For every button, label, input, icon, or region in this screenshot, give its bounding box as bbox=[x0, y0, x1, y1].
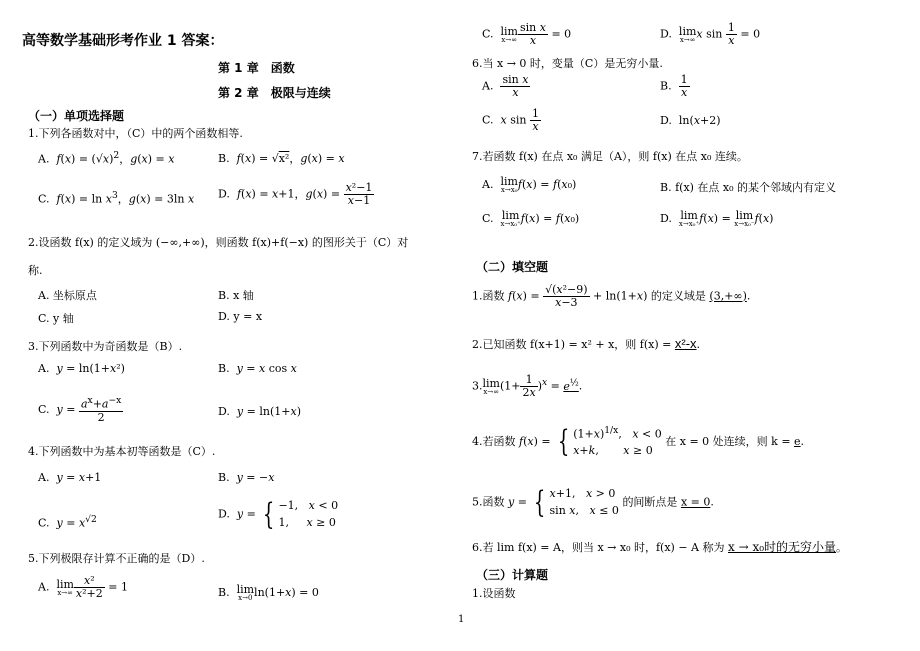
fill-6-answer: x → x₀时的无穷小量 bbox=[728, 540, 837, 554]
q7-option-b: B. f(x) 在点 x₀ 的某个邻域内有定义 bbox=[660, 181, 837, 194]
q1-option-d: D. f(x) = x+1，g(x) = $\frac{\text{x²−1}}{x-1}$ bbox=[218, 181, 373, 208]
chapter-1-heading: 第 1 章 函数 bbox=[218, 61, 295, 75]
fill-4: 4.若函数 f(x) = { $(1+x)^{1/x}$, x < 0 x+k, x ≥ 0 在 x = 0 处连续，则 k = e. bbox=[472, 423, 805, 459]
question-1: 1.下列各函数对中，（C）中的两个函数相等. bbox=[28, 127, 243, 140]
q2-option-c: C. y 轴 bbox=[38, 312, 74, 325]
question-7: 7.若函数 f(x) 在点 x₀ 满足（A），则 f(x) 在点 x₀ 连续。 bbox=[472, 150, 748, 163]
q3-option-b: B. y = x cos x bbox=[218, 362, 297, 375]
q4-option-b: B. y = −x bbox=[218, 471, 275, 484]
q3-option-a: A. y = ln(1+x²) bbox=[38, 362, 125, 375]
document-title: 高等数学基础形考作业 1 答案： bbox=[22, 33, 224, 49]
q2-option-a: A. 坐标原点 bbox=[38, 289, 97, 302]
q1-option-a: A. $f(x) = (√x)^2$，g(x) = x bbox=[38, 150, 175, 166]
question-6: 6.当 x → 0 时，变量（C）是无穷小量. bbox=[472, 57, 663, 70]
fill-1-answer: (3,+∞) bbox=[709, 289, 747, 303]
page-number: 1 bbox=[458, 614, 465, 625]
q5-option-a: A. lim x→∞ $\frac{\text{x²}}{\text{x²+2}}$ = 1 bbox=[38, 574, 128, 601]
fill-1: 1.函数 f(x) = $\frac{\text{√(x²−9)}}{x-3}$ + ln(1+x) 的定义域是 (3,+∞). bbox=[472, 283, 751, 310]
fill-3: 3. lim x→∞ (1+ $\frac{1}{2x}$ )$^x = e^{\frac{1}{2}}$. bbox=[472, 373, 583, 400]
q4-option-c: C. $y = x^{√2}$ bbox=[38, 514, 97, 530]
q7-option-a: A. lim x→x₀ f(x) = f(x₀) bbox=[482, 175, 577, 194]
q5-option-d: D. lim x→∞ x sin $\frac{1}{x}$ = 0 bbox=[660, 21, 761, 48]
fill-3-answer: $e^{\frac{1}{2}}$ bbox=[563, 376, 579, 393]
fill-5: 5.函数 y = { x+1, x > 0 sin x, x ≤ 0 的间断点是 x = 0. bbox=[472, 484, 714, 520]
fill-6: 6.若 lim f(x) = A，则当 x → x₀ 时，f(x) − A 称为 x → x₀时的无穷小量。 bbox=[472, 540, 848, 554]
fill-5-answer: x = 0 bbox=[680, 495, 711, 509]
q3-option-d: D. y = ln(1+x) bbox=[218, 405, 301, 418]
fill-4-answer: e bbox=[794, 434, 801, 448]
q5-option-c: C. lim x→∞ $\frac{\text{sin x}}{x}$ = 0 bbox=[482, 21, 572, 48]
q7-option-c: C. lim x→x₀⁺ f(x) = f(x₀) bbox=[482, 209, 580, 228]
q1-option-c: C. $f(x) = \ln x^3$，g(x) = 3ln x bbox=[38, 190, 195, 206]
chapter-2-heading: 第 2 章 极限与连续 bbox=[218, 86, 331, 100]
q5-option-b: B. lim x→0 ln(1+x) = 0 bbox=[218, 583, 319, 602]
fill-2: 2.已知函数 f(x+1) = x² + x，则 f(x) = x²-x. bbox=[472, 336, 701, 351]
section-3-heading: （三）计算题 bbox=[476, 568, 549, 582]
calc-1: 1.设函数 bbox=[472, 587, 516, 600]
q6-option-c: C. x sin $\frac{1}{x}$ bbox=[482, 107, 539, 134]
q4-option-d: D. y = { −1, x < 0 1, x ≥ 0 bbox=[218, 496, 339, 532]
q2-option-d: D. y = x bbox=[218, 310, 263, 323]
q6-option-d: D. ln(x+2) bbox=[660, 114, 721, 127]
q2-option-b: B. x 轴 bbox=[218, 289, 254, 302]
section-2-heading: （二）填空题 bbox=[476, 260, 549, 274]
fill-2-answer: x²-x bbox=[674, 336, 697, 351]
q1-option-b: B. f(x) = √x²，g(x) = x bbox=[218, 152, 345, 165]
section-1-heading: （一）单项选择题 bbox=[28, 109, 125, 123]
question-5: 5.下列极限存计算不正确的是（D）. bbox=[28, 552, 205, 565]
question-4: 4.下列函数中为基本初等函数是（C）. bbox=[28, 445, 216, 458]
question-2-continued: 称. bbox=[28, 264, 43, 277]
q7-option-d: D. lim x→x₀⁺ f(x) = lim x→x₀⁻ f(x) bbox=[660, 209, 774, 228]
q3-option-c: C. y = $\frac{a^x+a^{-x}}{2}$ bbox=[38, 395, 122, 424]
q6-option-b: B. $\frac{1}{x}$ bbox=[660, 73, 688, 100]
q4-option-a: A. y = x+1 bbox=[38, 471, 102, 484]
question-2: 2.设函数 f(x) 的定义域为 (−∞,+∞)，则函数 f(x)+f(−x) 的图形关于（C）对 bbox=[28, 236, 409, 249]
question-3: 3.下列函数中为奇函数是（B）. bbox=[28, 340, 183, 353]
q6-option-a: A. $\frac{\text{sin x}}{x}$ bbox=[482, 73, 529, 100]
